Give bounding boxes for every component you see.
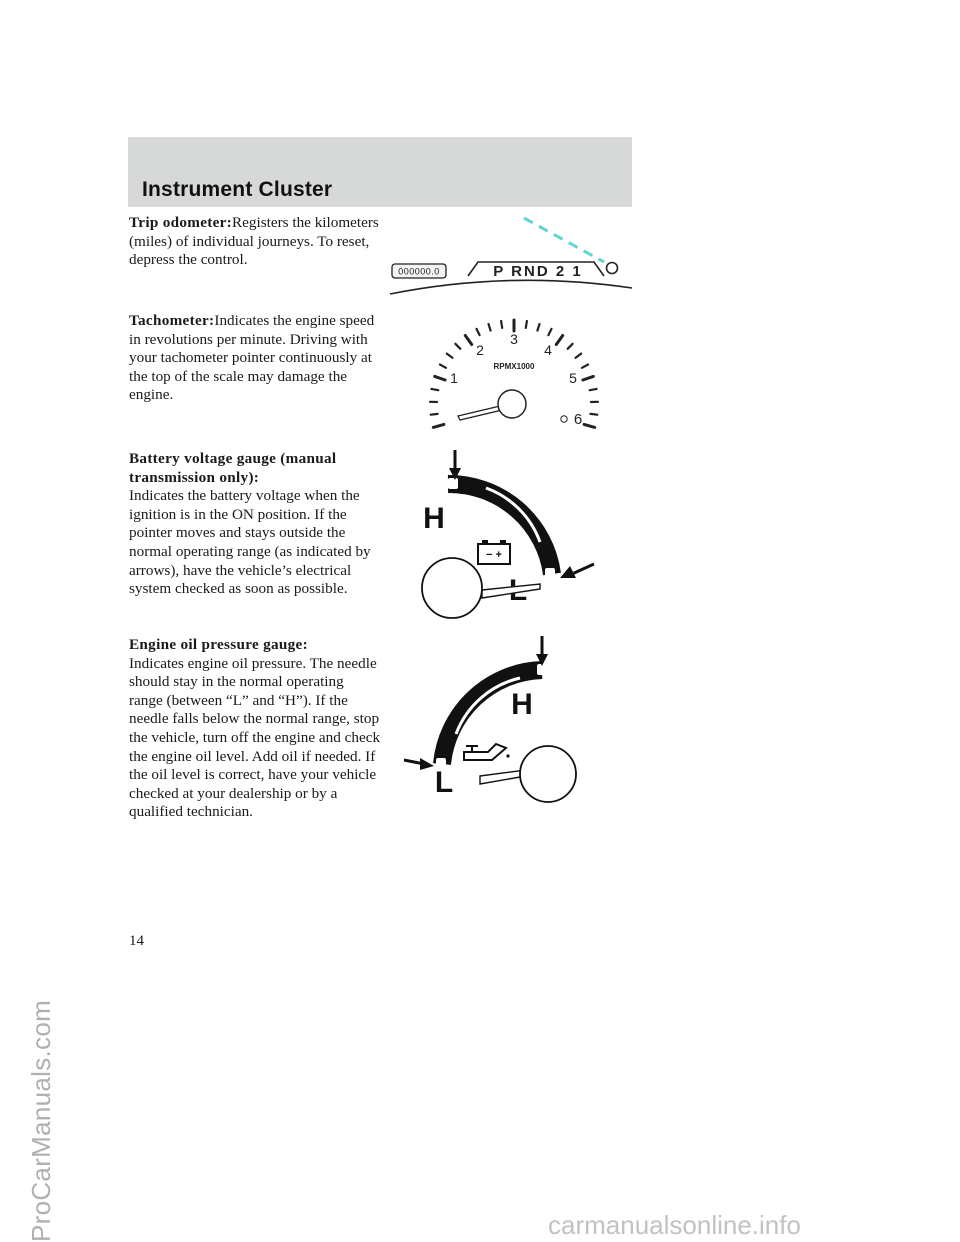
oil-pressure-section [129,636,381,822]
battery-icon [478,540,510,564]
oil-pressure-term: Engine oil pressure gauge: [129,636,308,653]
tach-tick [465,336,471,345]
tach-needle-hub [498,390,526,418]
tach-tick [537,324,539,331]
tach-needle [458,406,502,420]
battery-low-limit-block [545,568,555,579]
tach-tick [584,424,595,427]
tach-tick [548,329,551,335]
tach-tick [526,321,527,328]
oil-high-label: H [511,688,533,721]
battery-high-label: H [423,502,445,535]
trip-odometer-term: Trip odometer: [129,214,233,231]
battery-high-limit-block [448,478,458,489]
oil-low-label: L [434,766,454,799]
tach-tick [489,324,491,331]
oil-pressure-description: Indicates engine oil pressure. The needle should stay in the normal operating range (between “L” and “H”). If the needle falls below the normal range, stop the vehicle, turn off the engine and check the engine oil level. Add oil if needed. If the oil level is correct, have your vehicle checked at your dealership or by a qualified technician. [129,654,381,821]
battery-low-arrow [572,564,594,574]
tach-number-1: 1 [450,370,458,386]
oil-needle [480,770,526,784]
battery-polarity-label: − + [486,549,502,561]
tach-tick [477,329,480,335]
oil-low-arrow-head [420,758,434,770]
tach-tick [455,344,460,349]
battery-gauge-section [129,450,381,599]
battery-needle-hub [422,558,482,618]
tachometer-section [129,312,381,405]
reset-control-pointer [524,218,604,262]
page-number: 14 [129,933,144,949]
tach-tick [440,365,446,368]
tach-tick [501,321,502,328]
oil-needle-hub [520,746,576,802]
tach-number-5: 5 [569,370,577,386]
tach-tick [431,389,438,390]
trip-odometer-description: Registers the kilometers (miles) of individual journeys. To reset, depress the control. [129,214,379,269]
tach-tick [433,424,444,427]
trip-odometer-section [129,214,381,270]
side-watermark: ProCarManuals.com [26,999,56,1242]
section-title: Instrument Cluster [142,178,333,201]
tachometer-description: Indicates the engine speed in revolutions per minute. Driving with your tachometer pointer continuously at the top of the scale may damage the engine. [129,312,375,404]
tach-number-4: 4 [544,342,552,358]
tach-tick [576,354,582,358]
trip-odometer-illustration [382,216,638,300]
tach-tick [435,376,445,380]
tach-number-2: 2 [476,342,484,358]
bottom-watermark: carmanualsonline.info [548,1210,801,1240]
tach-tick [447,354,453,358]
gear-indicator: P RND 2 1 [493,263,583,280]
trip-reset-button [607,263,618,274]
tach-tick [568,344,573,349]
tachometer-term: Tachometer: [129,312,215,329]
battery-gauge-illustration [412,446,602,622]
tach-tick [431,414,438,415]
tach-unit-label: RPMX1000 [493,362,535,371]
oil-pressure-illustration [398,636,588,812]
tach-tick [556,336,562,345]
odometer-digits: 000000.0 [398,266,440,277]
tachometer-illustration [422,312,602,432]
tach-symbol-icon [561,416,567,422]
oil-can-icon [464,744,510,760]
tach-tick [590,389,597,390]
tach-number-6: 6 [573,411,583,428]
battery-gauge-term: Battery voltage gauge (manual transmission only): [129,450,337,486]
tach-tick [583,376,593,380]
tach-tick [582,365,588,368]
tach-number-3: 3 [510,331,518,347]
tach-tick [590,414,597,415]
battery-gauge-description: Indicates the battery voltage when the ignition is in the ON position. If the pointer moves and stays outside the normal operating range (as indicated by arrows), have the vehicle’s electrical system checked as soon as possible. [129,487,371,598]
